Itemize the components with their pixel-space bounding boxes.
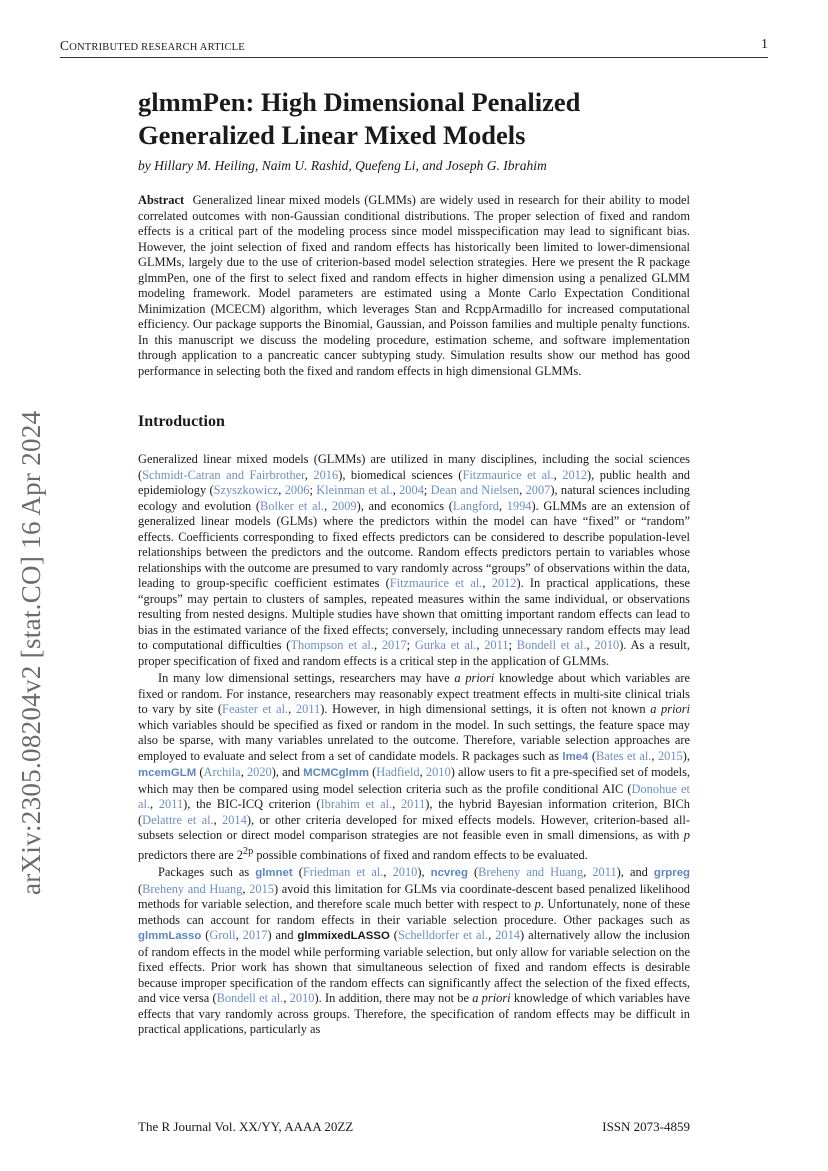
text: which variables should be specified as fixed or random in the model. In such settings, the feature space may also be sparse, with many variables unrelated to the outcome. Therefore, variable selection approaches are employed to evaluate and select from a set of candidate models. R packages such as (138, 717, 690, 763)
text: , (283, 991, 290, 1006)
text: ), public health and epidemiology ( (138, 467, 690, 497)
text: , (651, 748, 658, 763)
text: ). GLMMs are an extension of generalized linear models (GLMs) where the predictors within the model can have “fixed” or “random” effects. Coefficients corresponding to fixed effects predictors can be considered to describe population-level relationships between the predictors and the outcome. Random effects predictors pertain to variables whose relationships with the outcome are presumed to vary randomly across “groups” of observations within the data, leading to group-specific coefficient estimates ( (138, 498, 691, 590)
text: , (242, 881, 250, 896)
text: ) and (267, 928, 298, 943)
text: , (498, 498, 507, 513)
footer-journal: The R Journal Vol. XX/YY, AAAA 20ZZ (138, 1119, 354, 1134)
text: ) allow users to fit a pre-specified set of models, which may then be compared using model selection criteria such as the profile conditional AIC ( (138, 765, 691, 796)
package-link[interactable]: grpreg (653, 867, 690, 880)
text: ( (138, 881, 143, 896)
emphasis: p (683, 828, 690, 842)
citation-link[interactable]: Thompson et al. (290, 638, 374, 652)
citation-link[interactable]: 2012 (491, 576, 517, 590)
citation-link[interactable]: Szyszkowicz (213, 483, 279, 497)
text: , (150, 797, 159, 811)
superscript: 2p (242, 845, 254, 857)
text: , (583, 865, 593, 880)
citation-link[interactable]: 2011 (592, 865, 617, 880)
running-header (60, 38, 245, 54)
citation-link[interactable]: Hadfield (376, 765, 420, 779)
emphasis: p (534, 897, 541, 912)
citation-link[interactable]: 2015 (657, 748, 683, 763)
paragraph-3 (138, 865, 690, 1038)
citation-link[interactable]: 2011 (484, 638, 509, 652)
author-list: by Hillary M. Heiling, Naim U. Rashid, Quefeng Li, and Joseph G. Ibrahim (138, 158, 547, 173)
text: ) alternatively allow the inclusion of random effects in the model while performing variable selection, but only allow for variable selection on the fixed effects. Prior work has shown that simultaneous selection of fixed and random effects is desirable because improper specification of the random effects can significantly affect the selection of the fixed effects, and vice versa ( (138, 928, 690, 1006)
text: , (213, 812, 223, 827)
text: , (519, 483, 526, 497)
paragraph-1 (138, 452, 690, 669)
text: ). In addition, there may not be (314, 991, 473, 1006)
citation-link[interactable]: Bondell et al. (216, 991, 284, 1006)
text: , (392, 797, 401, 811)
package-link[interactable]: mcemGLM (138, 767, 197, 779)
text: In many low dimensional settings, researchers may have (158, 671, 455, 685)
citation-link[interactable]: 2010 (392, 865, 418, 880)
emphasis: a priori (454, 671, 495, 685)
citation-link[interactable]: 2016 (313, 467, 339, 482)
citation-link[interactable]: 2012 (562, 467, 588, 482)
citation-link[interactable]: 2009 (331, 498, 357, 513)
text: ), (682, 748, 690, 763)
citation-link[interactable]: Breheny and Huang (142, 881, 243, 896)
text: ( (201, 928, 210, 943)
section-heading-introduction: Introduction (138, 413, 225, 430)
paper-title (138, 86, 690, 152)
package-link[interactable]: glmnet (255, 867, 293, 880)
text: ), the BIC-ICQ criterion ( (183, 797, 321, 811)
citation-link[interactable]: Friedman et al. (302, 865, 384, 880)
text: . Unfortunately, none of these methods can account for random effects in their variable selection procedure. Other packages such as (138, 897, 690, 927)
text: ), natural sciences including ecology and evolution ( (138, 483, 690, 513)
citation-link[interactable]: 2010 (289, 991, 315, 1006)
introduction-text (138, 452, 690, 1038)
text: ), the hybrid Bayesian information criterion, BICh ( (138, 797, 691, 827)
text: ). However, in high dimensional settings, it is often not known (320, 702, 651, 716)
citation-link[interactable]: Fitzmaurice et al. (462, 467, 554, 482)
text: ), biomedical sciences ( (338, 467, 463, 482)
abstract-label: Abstract (138, 193, 185, 207)
arxiv-stamp: arXiv:2305.08204v2 [stat.CO] 16 Apr 2024 (16, 410, 46, 895)
text: , (304, 467, 314, 482)
text: Packages such as (158, 865, 256, 880)
citation-link[interactable]: Kleinman et al. (316, 483, 393, 497)
text: , (419, 765, 426, 779)
citation-link[interactable]: 2017 (242, 928, 268, 943)
package-link[interactable]: lme4 (562, 750, 589, 763)
package-name: glmmixedLASSO (297, 930, 390, 943)
citation-link[interactable]: 2014 (222, 812, 247, 827)
text: , (553, 467, 563, 482)
emphasis: a priori (472, 991, 511, 1006)
text: ( (368, 765, 377, 779)
text: ; (508, 638, 517, 652)
text: , (482, 576, 492, 590)
text: possible combinations of fixed and random effects to be evaluated. (253, 847, 588, 862)
text: ; (423, 483, 431, 497)
text: ). In practical applications, these “groups” may pertain to clusters of samples, repeated measures within the same individual, or observations resulting from nested designs. Multiple studies have shown that omitting important random effects can lead to bias in the estimated variance of the fixed effects; conversely, including unnecessary random effects may lead to computational difficulties ( (138, 576, 690, 652)
text: ) avoid this limitation for GLMs via coordinate-descent based penalized likelihood methods for variable selection, and therefore scale much better with respect to (138, 881, 690, 912)
citation-link[interactable]: Langford (452, 498, 499, 513)
citation-link[interactable]: Breheny and Huang (478, 865, 584, 880)
abstract (138, 193, 690, 379)
citation-link[interactable]: Delattre et al. (142, 812, 214, 827)
package-link[interactable]: MCMCglmm (303, 767, 369, 779)
citation-link[interactable]: 2011 (158, 797, 184, 811)
citation-link[interactable]: 2020 (246, 765, 272, 779)
citation-link[interactable]: Archila (203, 765, 241, 779)
citation-link[interactable]: 2011 (400, 797, 426, 811)
citation-link[interactable]: 2007 (525, 483, 551, 497)
text: ( (588, 748, 596, 763)
text: knowledge of which variables have effects that vary randomly across groups. Therefore, the specification of random effects may be difficult in practical applications, particularly as (138, 991, 691, 1037)
text: ), or other criteria developed for mixed effects models. However, criterion-based all-subsets selection or direct model comparison strategies are not feasible even in small dimensions, as with (138, 812, 691, 842)
text: ). As a result, proper specification of fixed and random effects is a critical step in the application of GLMMs. (138, 638, 690, 668)
citation-link[interactable]: Fitzmaurice et al. (389, 576, 483, 590)
text: ), and economics ( (356, 498, 453, 513)
text: ( (292, 865, 303, 880)
citation-link[interactable]: 2011 (295, 702, 321, 716)
text: ( (196, 765, 204, 779)
citation-link[interactable]: Feaster et al. (222, 702, 289, 716)
title-line-1: glmmPen: High Dimensional Penalized (138, 87, 581, 117)
text: , (476, 638, 485, 652)
text: ; (309, 483, 317, 497)
text: , (383, 865, 393, 880)
page-number: 1 (761, 37, 768, 52)
title-line-2: Generalized Linear Mixed Models (138, 120, 526, 150)
text: ), and (271, 765, 304, 779)
citation-link[interactable]: 2015 (249, 881, 274, 896)
paragraph-2 (138, 671, 690, 863)
citation-link[interactable]: 2014 (495, 928, 520, 943)
citation-link[interactable]: Donohue et al. (138, 781, 690, 811)
text: ; (406, 638, 415, 652)
text: , (278, 483, 285, 497)
running-header-initial: C (60, 38, 70, 53)
text: , (240, 765, 247, 779)
text: ), and (616, 865, 654, 880)
text: , (586, 638, 595, 652)
article-body (138, 86, 690, 1038)
citation-link[interactable]: 2010 (425, 765, 451, 779)
citation-link[interactable]: Gurka et al. (414, 638, 477, 652)
text: , (392, 483, 400, 497)
citation-link[interactable]: Groll (209, 928, 236, 943)
citation-link[interactable]: 1994 (506, 498, 532, 513)
header-rule (60, 57, 768, 58)
citation-link[interactable]: 2017 (381, 638, 407, 652)
abstract-text: Generalized linear mixed models (GLMMs) are widely used in research for their ability to model correlated outcomes with non-Gaussian conditional distributions. The proper selection of fixed and random effects is a critical part of the modeling process since model misspecification may lead to significant bias. However, the joint selection of fixed and random effects has historically been limited to lower-dimensional GLMMs, largely due to the use of criterion-based model selection strategies. Here we present the R package glmmPen, one of the first to select fixed and random effects in higher dimension using a penalized GLMM modeling framework. Model parameters are estimated using a Monte Carlo Expectation Conditional Minimization (MCECM) algorithm, which leverages Stan and RcppArmadillo for increased computational efficiency. Our package supports the Binomial, Gaussian, and Poisson families and multiple penalty functions. In this manuscript we discuss the modeling procedure, estimation scheme, and software implementation through application to a pancreatic cancer subtyping study. Simulation results show our method has good performance in selecting both the fixed and random effects in high dimensional GLMMs. (138, 193, 690, 378)
citation-link[interactable]: 2004 (399, 483, 424, 497)
citation-link[interactable]: Schelldorfer et al. (397, 928, 489, 943)
citation-link[interactable]: Bolker et al. (260, 498, 325, 513)
citation-link[interactable]: Dean and Nielsen (430, 483, 520, 497)
package-link[interactable]: glmmLasso (138, 930, 202, 943)
running-header-rest: ONTRIBUTED RESEARCH ARTICLE (69, 42, 245, 53)
text: ( (389, 928, 398, 943)
text: , (488, 928, 496, 943)
text: ( (467, 865, 479, 880)
text: predictors there are 2 (138, 847, 243, 862)
text: ), (417, 865, 431, 880)
footer-issn: ISSN 2073-4859 (602, 1119, 690, 1134)
text: Generalized linear mixed models (GLMMs) are utilized in many disciplines, including the social sciences ( (138, 452, 690, 482)
citation-link[interactable]: Schmidt-Catran and Fairbrother (142, 467, 305, 482)
citation-link[interactable]: 2010 (594, 638, 620, 652)
text: , (324, 498, 332, 513)
package-link[interactable]: ncvreg (430, 867, 468, 880)
citation-link[interactable]: Ibrahim et al. (320, 797, 393, 811)
emphasis: a priori (650, 702, 690, 716)
text: , (373, 638, 382, 652)
text: , (288, 702, 296, 716)
citation-link[interactable]: 2006 (284, 483, 310, 497)
text: knowledge about which variables are fixed or random. For instance, researchers may reasonably expect treatment effects in multi-site clinical trials to vary by site ( (138, 671, 691, 716)
citation-link[interactable]: Bondell et al. (516, 638, 587, 652)
text: , (235, 928, 243, 943)
citation-link[interactable]: Bates et al. (595, 748, 652, 763)
